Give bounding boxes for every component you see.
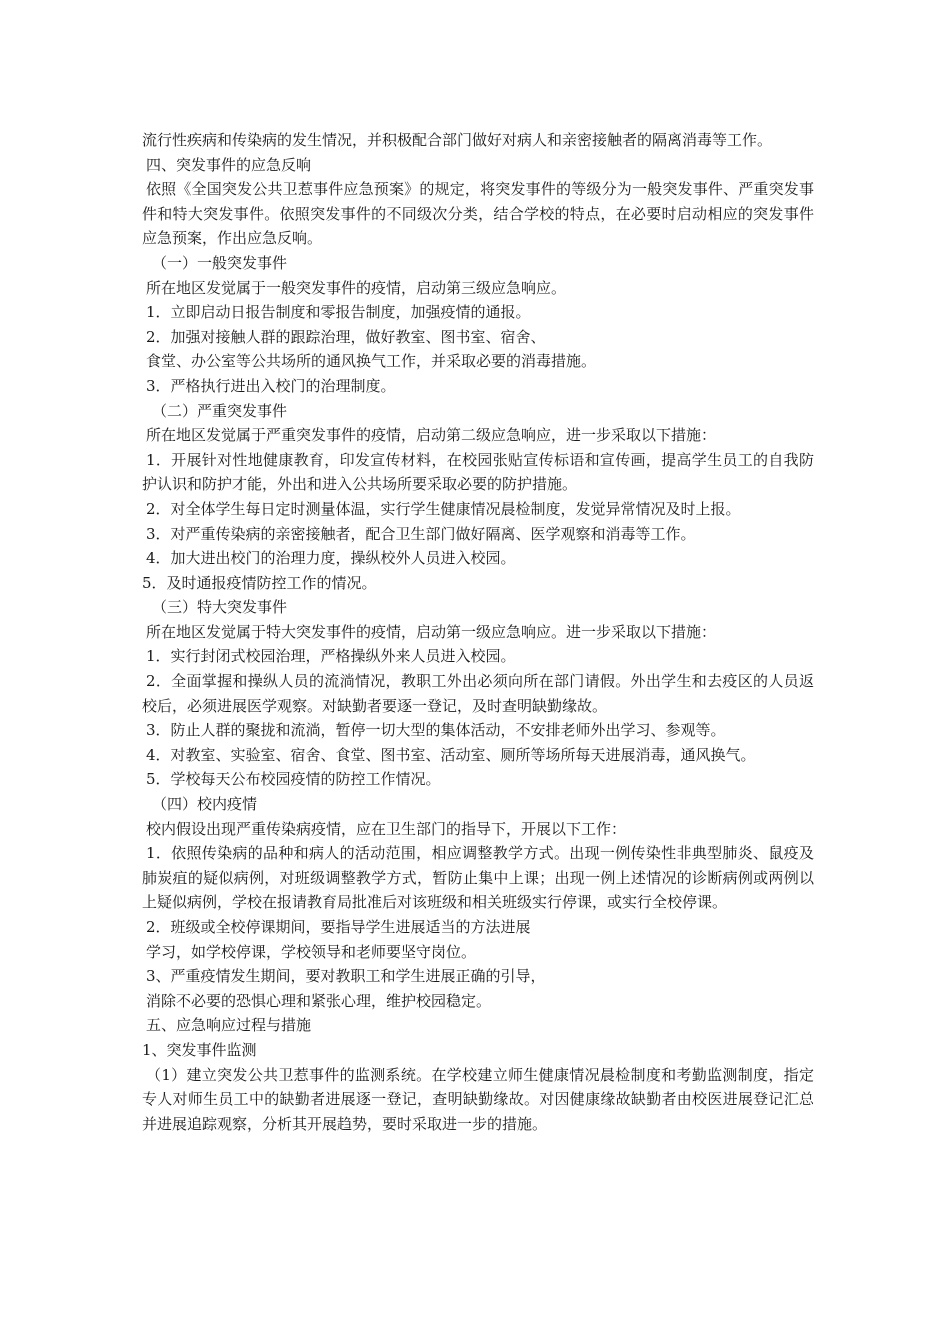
list-item: 3．防止人群的聚拢和流淌，暂停一切大型的集体活动，不安排老师外出学习、参观等。 <box>146 721 726 740</box>
list-item: 1．立即启动日报告制度和零报告制度，加强疫情的通报。 <box>146 303 531 322</box>
list-item: 3．严格执行进出入校门的治理制度。 <box>146 376 396 395</box>
list-item: 5．及时通报疫情防控工作的情况。 <box>142 573 377 592</box>
paragraph: 依照《全国突发公共卫惹事件应急预案》的规定，将突发事件的等级分为一般突发事件、严重突发事件和特大突发事件。依照突发事件的不同级次分类，结合学校的特点，在必要时启动相应的突发事件应急预案，作出应急反响。 <box>142 180 814 248</box>
list-item: 2．全面掌握和操纵人员的流淌情况，教职工外出必须向所在部门请假。外出学生和去疫区的人员返校后，必须进展医学观察。对缺勤者要逐一登记，及时查明缺勤缘故。 <box>142 672 814 715</box>
list-item: 2．加强对接触人群的跟踪治理，做好教室、图书室、宿舍、 <box>146 327 546 346</box>
section-heading: 四、突发事件的应急反响 <box>146 155 312 174</box>
list-item-continuation: 学习，如学校停课，学校领导和老师要坚守岗位。 <box>146 942 477 961</box>
list-item-continuation: 消除不必要的恐惧心理和紧张心理，维护校园稳定。 <box>146 991 492 1010</box>
paragraph: 所在地区发觉属于严重突发事件的疫情，启动第二级应急响应，进一步采取以下措施： <box>146 426 717 445</box>
subsection-heading: （三）特大突发事件 <box>152 598 288 617</box>
list-item: 4．加大进出校门的治理力度，操纵校外人员进入校园。 <box>146 549 516 568</box>
paragraph: 流行性疾病和传染病的发生情况，并积极配合部门做好对病人和亲密接触者的隔离消毒等工作。 <box>142 131 773 149</box>
list-item: 1．开展针对性地健康教育，印发宣传材料，在校园张贴宣传标语和宣传画，提高学生员工的自我防护认识和防护才能，外出和进入公共场所要采取必要的防护措施。 <box>142 450 814 494</box>
list-item-continuation: 食堂、办公室等公共场所的通风换气工作，并采取必要的消毒措施。 <box>146 352 597 371</box>
paragraph: 校内假设出现严重传染病疫情，应在卫生部门的指导下，开展以下工作： <box>146 819 627 838</box>
paragraph: 所在地区发觉属于一般突发事件的疫情，启动第三级应急响应。 <box>146 278 567 297</box>
list-item: 1．依照传染病的品种和病人的活动范围，相应调整教学方式。出现一例传染性非典型肺炎、鼠疫及肺炭疽的疑似病例，对班级调整教学方式，暂防止集中上课；出现一例上述情况的诊断病例或两例以上疑似病例，学校在报请教育局批准后对该班级和相关班级实行停课，或实行全校停课。 <box>142 844 814 912</box>
list-item: 2．班级或全校停课期间，要指导学生进展适当的方法进展 <box>146 918 531 936</box>
paragraph: 所在地区发觉属于特大突发事件的疫情，启动第一级应急响应。进一步采取以下措施： <box>146 622 717 641</box>
list-item: 1．实行封闭式校园治理，严格操纵外来人员进入校园。 <box>146 647 516 666</box>
list-item: 2．对全体学生每日定时测量体温，实行学生健康情况晨检制度，发觉异常情况及时上报。 <box>146 499 741 518</box>
list-item: 5．学校每天公布校园疫情的防控工作情况。 <box>146 770 441 789</box>
subsection-heading: （二）严重突发事件 <box>152 401 288 420</box>
subsection-heading: （四）校内疫情 <box>152 795 258 814</box>
subsection-heading: 1、突发事件监测 <box>142 1040 257 1059</box>
document-body <box>142 128 814 1136</box>
list-item: 3、严重疫情发生期间，要对教职工和学生进展正确的引导， <box>146 967 546 986</box>
list-item: 4．对教室、实验室、宿舍、食堂、图书室、活动室、厕所等场所每天进展消毒，通风换气。 <box>146 745 756 764</box>
paragraph: （1）建立突发公共卫惹事件的监测系统。在学校建立师生健康情况晨检制度和考勤监测制度，指定专人对师生员工中的缺勤者进展逐一登记，查明缺勤缘故。对因健康缘故缺勤者由校医进展登记汇总并进展追踪观察，分析其开展趋势，要时采取进一步的措施。 <box>142 1065 814 1133</box>
list-item: 3．对严重传染病的亲密接触者，配合卫生部门做好隔离、医学观察和消毒等工作。 <box>146 524 696 543</box>
subsection-heading: （一）一般突发事件 <box>152 253 288 272</box>
section-heading: 五、应急响应过程与措施 <box>146 1016 312 1035</box>
